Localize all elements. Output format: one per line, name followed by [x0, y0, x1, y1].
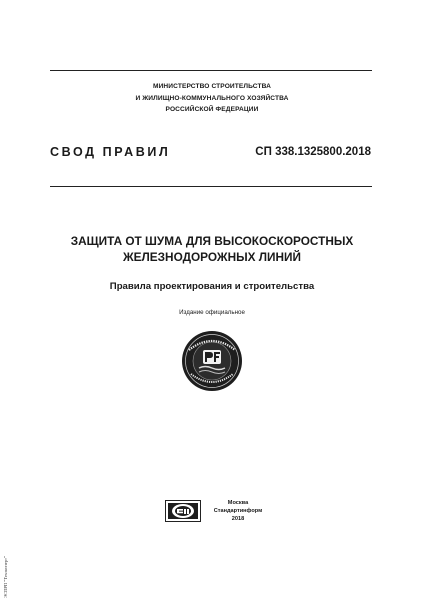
ministry-line-2: И ЖИЛИЩНО-КОММУНАЛЬНОГО ХОЗЯЙСТВА [135, 94, 289, 102]
side-stamp: ЭСПРП "Техэксперт" [3, 556, 8, 598]
publisher-name: Стандартинформ [213, 508, 263, 514]
official-edition-seal-icon [181, 330, 243, 392]
document-title-line-1: ЗАЩИТА ОТ ШУМА ДЛЯ ВЫСОКОСКОРОСТНЫХ [70, 234, 354, 248]
document-subtitle: Правила проектирования и строительства [109, 281, 315, 292]
ministry-line-1: МИНИСТЕРСТВО СТРОИТЕЛЬСТВА [152, 83, 272, 90]
edition-note: Издание официальное [179, 309, 245, 316]
document-code: СП 338.1325800.2018 [255, 146, 371, 158]
standartinform-logo-icon [165, 500, 201, 522]
publisher-year: 2018 [231, 516, 245, 522]
ministry-line-3: РОССИЙСКОЙ ФЕДЕРАЦИИ [165, 106, 259, 113]
publisher-block [203, 499, 273, 523]
document-title [0, 233, 424, 265]
document-title-line-2: ЖЕЛЕЗНОДОРОЖНЫХ ЛИНИЙ [122, 250, 302, 264]
document-type-label: СВОД ПРАВИЛ [50, 145, 171, 159]
publisher-city: Москва [227, 500, 249, 506]
middle-divider [50, 186, 372, 187]
top-divider [50, 70, 372, 71]
ministry-header [0, 81, 424, 116]
